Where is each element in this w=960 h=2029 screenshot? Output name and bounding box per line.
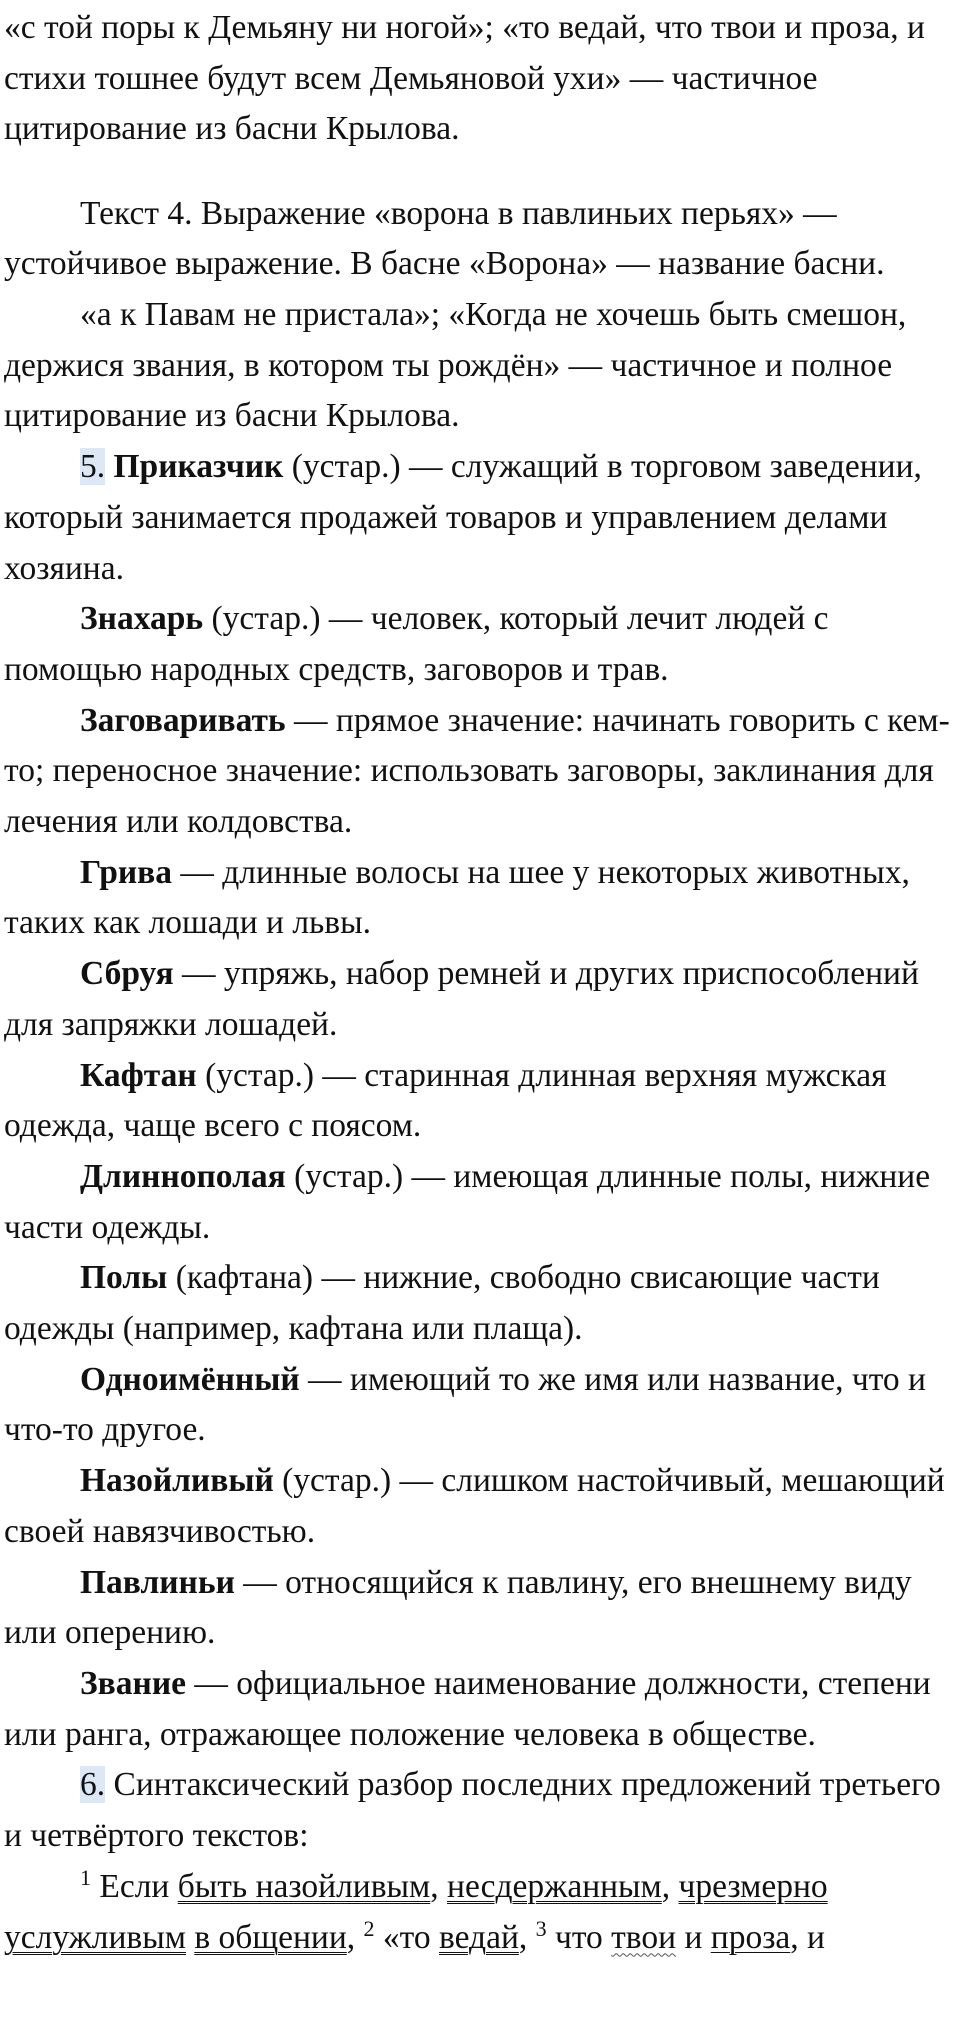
comma: , — [518, 1918, 536, 1956]
clause-marker-1: 1 — [80, 1864, 91, 1890]
glossary-definition: (устар.) — старинная длинная верхняя мужская одежда, чаще всего с поясом. — [4, 1056, 887, 1145]
comma: , — [661, 1867, 679, 1905]
glossary-entry — [4, 1152, 960, 1253]
glossary-definition: — имеющий то же имя или название, что и что-то другое. — [4, 1360, 926, 1449]
glossary-entry — [4, 1051, 960, 1152]
comma: , — [346, 1918, 364, 1956]
clause-marker-2: 2 — [363, 1915, 375, 1941]
glossary-term: Полы — [80, 1259, 168, 1297]
glossary-term: Заговаривать — [80, 701, 286, 739]
glossary-entry — [4, 1456, 960, 1557]
paragraph-text-4: Текст 4. Выражение «ворона в павлиньих перьях» — устойчивое выражение. В басне «Ворона» — название басни. — [4, 194, 885, 283]
glossary-term: Грива — [80, 853, 172, 891]
glossary-definition: (устар.) — слишком настойчивый, мешающий своей навязчивостью. — [4, 1462, 945, 1550]
glossary-term: Сбруя — [80, 955, 174, 993]
paragraph-quote-pavam: «а к Павам не пристала»; «Когда не хочешь быть смешон, держися звания, в котором ты рождён» — частичное и полное цитирование из басни Крылова. — [4, 296, 907, 435]
word-esli: Если — [91, 1867, 178, 1905]
trailing-text: , и — [790, 1918, 825, 1956]
syntax-analysis-sentence — [4, 1862, 960, 1963]
word-chto: что — [546, 1918, 612, 1956]
glossary-definition: — относящийся к павлину, его внешнему виду или оперению. — [4, 1563, 912, 1652]
predicate-v-obshchenii: в общении — [194, 1918, 347, 1956]
document-page — [0, 3, 960, 2029]
glossary-entry — [4, 949, 960, 1050]
glossary-term: Знахарь — [80, 600, 204, 638]
word-to: «то — [374, 1918, 439, 1956]
section-6-heading — [4, 1760, 960, 1861]
predicate-nesderzhannym: несдержанным — [447, 1867, 662, 1905]
glossary-definition: (устар.) — имеющая длинные полы, нижние части одежды. — [4, 1157, 931, 1246]
glossary-definition: (кафтана) — нижние, свободно свисающие части одежды (например, кафтана или плаща). — [4, 1259, 880, 1348]
glossary-definition: — официальное наименование должности, степени или ранга, отражающее положение человека в обществе. — [4, 1665, 931, 1753]
glossary-term: Звание — [80, 1665, 186, 1702]
glossary-entry — [4, 442, 960, 594]
subject-proza: проза — [710, 1918, 791, 1956]
glossary-entry — [4, 1253, 960, 1354]
glossary-term: Павлиньи — [80, 1563, 235, 1601]
word-i: и — [676, 1918, 711, 1956]
glossary-term: Назойливый — [80, 1462, 274, 1500]
glossary-term: Длиннополая — [80, 1157, 286, 1195]
section-5-glossary — [4, 442, 960, 1760]
glossary-definition: — длинные волосы на шее у некоторых животных, таких как лошади и львы. — [4, 853, 910, 942]
glossary-definition: (устар.) — человек, который лечит людей с помощью народных средств, заговоров и трав. — [4, 600, 829, 688]
clause-marker-3: 3 — [535, 1915, 547, 1941]
glossary-entry — [4, 1659, 960, 1760]
glossary-entry — [4, 696, 960, 848]
glossary-term: Приказчик — [113, 448, 284, 486]
glossary-term: Кафтан — [80, 1056, 197, 1094]
predicate-vedai: ведай — [438, 1918, 519, 1956]
glossary-definition: (устар.) — служащий в торговом заведении, который занимается продажей товаров и управлением делами хозяина. — [4, 448, 922, 587]
section-number-6: 6. — [80, 1766, 106, 1804]
glossary-definition: — прямое значение: начинать говорить с кем-то; переносное значение: использовать заговоры, заклинания для лечения или колдовства. — [4, 701, 950, 841]
comma: , — [430, 1867, 448, 1905]
document-text — [4, 3, 960, 1963]
section-number-5: 5. — [80, 448, 106, 486]
glossary-definition: — упряжь, набор ремней и других приспособлений для запряжки лошадей. — [4, 955, 919, 1043]
glossary-term: Одноимённый — [80, 1360, 300, 1398]
glossary-entry — [4, 1558, 960, 1659]
section-6-text: Синтаксический разбор последних предложений третьего и четвёртого текстов: — [4, 1766, 941, 1855]
glossary-entry — [4, 1355, 960, 1456]
predicate-chrezmerno-usluzhlivym: чрезмерно услужливым — [4, 1867, 828, 1956]
glossary-entry — [4, 848, 960, 949]
predicate-byt-nazoilivym: быть назойливым — [177, 1867, 431, 1905]
paragraph-quote-demyan: «с той поры к Демьяну ни ногой»; «то ведай, что твои и проза, и стихи тошнее будут всем Демьяновой ухи» — частичное цитирование из басни Крылова. — [4, 9, 925, 148]
attribute-tvoi: твои — [611, 1918, 677, 1956]
glossary-entry — [4, 594, 960, 695]
